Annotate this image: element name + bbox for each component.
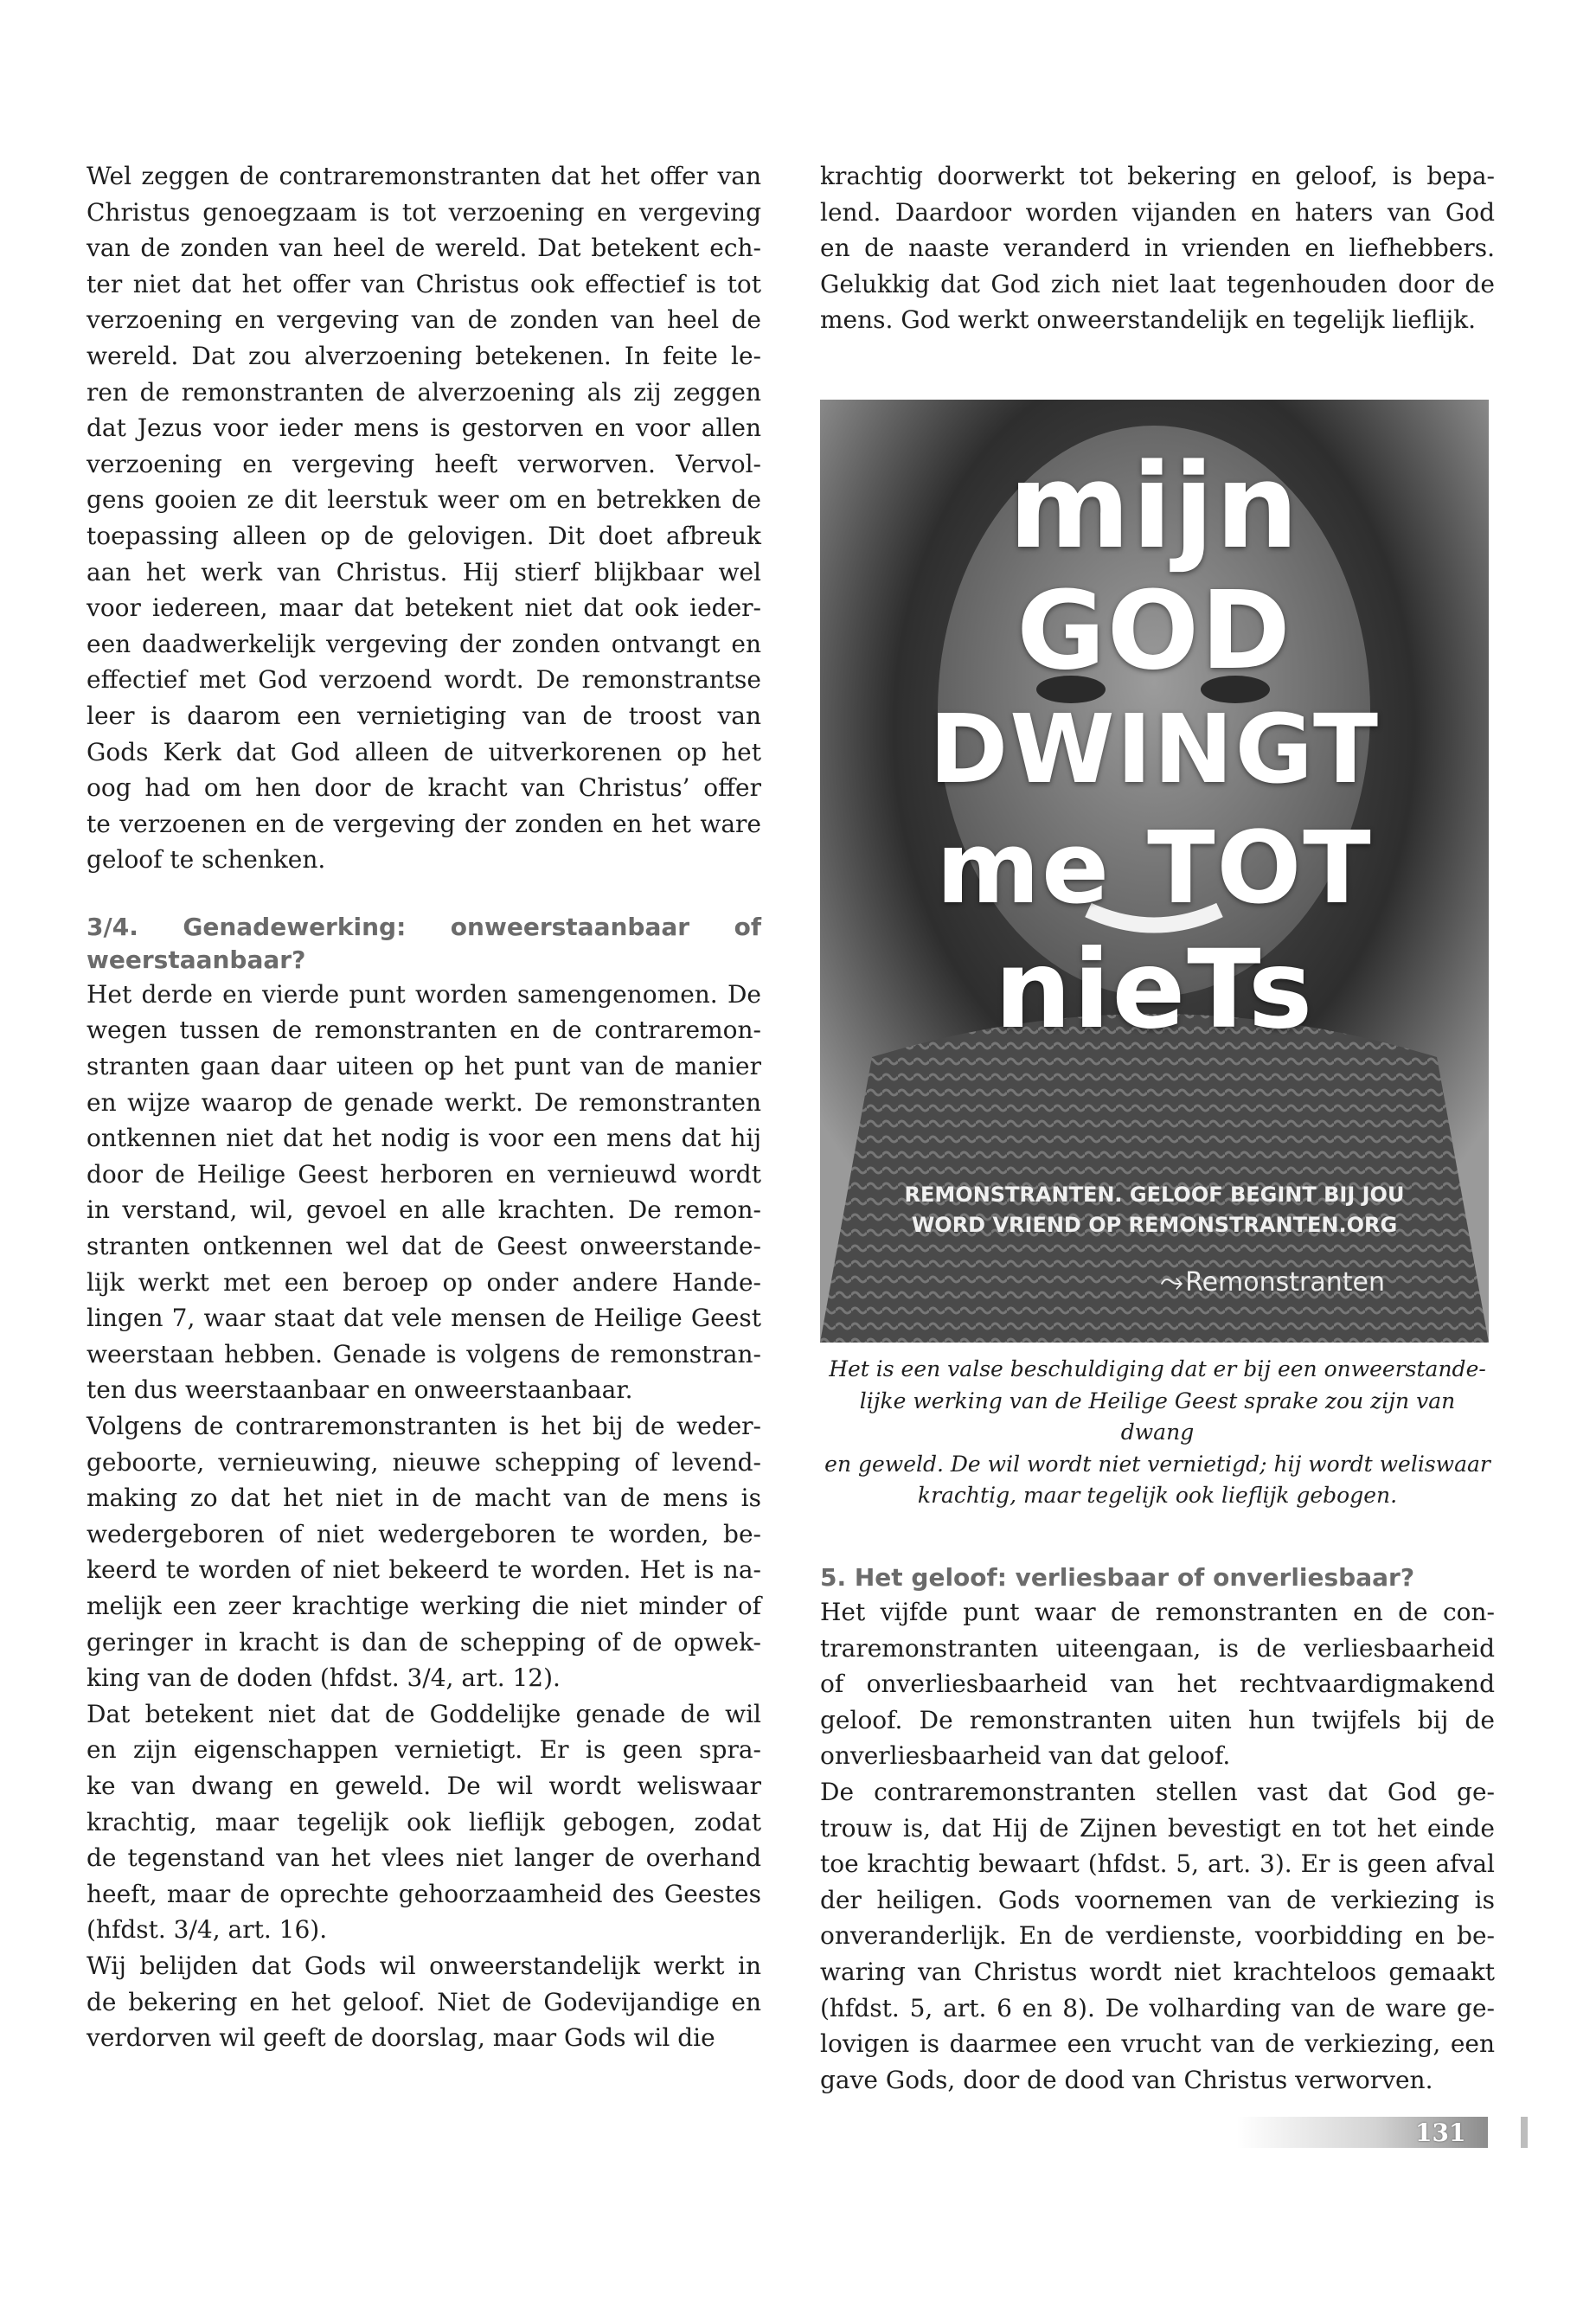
text-line: stranten gaan daar uiteen op het punt van de manier bbox=[87, 1052, 761, 1081]
poster-line-mijn: mijn bbox=[1008, 439, 1301, 574]
text-line: toepassing alleen op de gelovigen. Dit doet afbreuk bbox=[87, 521, 761, 550]
poster-line-dwingt: DWINGT bbox=[928, 694, 1381, 804]
text-line: geboorte, vernieuwing, nieuwe schepping of levend- bbox=[87, 1447, 761, 1477]
poster-tagline: REMONSTRANTEN. GELOOF BEGINT BIJ JOU bbox=[904, 1183, 1405, 1207]
poster-photo bbox=[820, 400, 1489, 1343]
paragraph-continuation bbox=[820, 158, 1495, 338]
text-line: ten dus weerstaanbaar en onweerstaanbaar. bbox=[87, 1375, 633, 1405]
text-line: en geweld. De wil wordt niet vernietigd; hij wordt weliswaar bbox=[824, 1451, 1490, 1477]
text-line: onverliesbaarheid van dat geloof. bbox=[820, 1741, 1231, 1771]
text-line: effectief met God verzoend wordt. De remonstrantse bbox=[87, 665, 761, 695]
text-line: geloof te schenken. bbox=[87, 845, 326, 875]
text-line: melijk een zeer krachtige werking die niet minder of bbox=[87, 1591, 761, 1620]
text-line: (hfdst. 3/4, art. 16). bbox=[87, 1915, 328, 1945]
text-line: toe krachtig bewaart (hfdst. 5, art. 3). Er is geen afval bbox=[820, 1849, 1495, 1879]
image-caption bbox=[820, 1354, 1495, 1512]
right-column-top bbox=[820, 158, 1495, 338]
text-line: Wel zeggen de contraremonstranten dat het offer van bbox=[87, 162, 761, 190]
text-line: krachtig, maar tegelijk ook lieflijk gebogen, zodat bbox=[87, 1807, 761, 1836]
text-line: door de Heilige Geest herboren en vernieuwd wordt bbox=[87, 1159, 761, 1189]
text-line: making zo dat het niet in de macht van de mens is bbox=[87, 1484, 761, 1513]
text-line: lend. Daardoor worden vijanden en haters van God bbox=[820, 197, 1495, 227]
text-line: weerstaanbaar? bbox=[87, 945, 306, 974]
right-column-bottom bbox=[820, 1561, 1495, 2098]
text-line: lijk werkt met een beroep op onder andere Hande- bbox=[87, 1267, 761, 1297]
text-line: oog had om hen door de kracht van Christus’ offer bbox=[87, 773, 761, 803]
text-line: trouw is, dat Hij de Zijnen bevestigt en tot het einde bbox=[820, 1813, 1495, 1843]
remonstranten-logo bbox=[1160, 1265, 1385, 1299]
text-line: der heiligen. Gods voornemen van de verkiezing is bbox=[820, 1885, 1495, 1914]
text-line: Gelukkig dat God zich niet laat tegenhouden door de bbox=[820, 269, 1495, 298]
text-line: keerd te worden of niet bekeerd te worden. Het is na- bbox=[87, 1555, 761, 1585]
page-number: 131 bbox=[1415, 2118, 1466, 2147]
text-line: onveranderlijk. En de verdienste, voorbidding en be- bbox=[820, 1921, 1495, 1951]
text-line: verzoening en vergeving heeft verworven. Vervol- bbox=[87, 449, 761, 478]
text-line: verdorven wil geeft de doorslag, maar Gods wil die bbox=[87, 2023, 715, 2053]
paragraph-intro bbox=[87, 158, 761, 878]
text-line: ontkennen niet dat het nodig is voor een mens dat hij bbox=[87, 1124, 761, 1153]
text-line: weerstaan hebben. Genade is volgens de remonstran- bbox=[87, 1339, 761, 1368]
paragraph-geloof-2 bbox=[820, 1774, 1495, 2098]
text-line: stranten ontkennen wel dat de Geest onweerstande- bbox=[87, 1232, 761, 1261]
paragraph-geloof-1 bbox=[820, 1594, 1495, 1774]
text-line: De contraremonstranten stellen vast dat God ge- bbox=[820, 1777, 1495, 1806]
poster-line-god: GOD bbox=[1016, 568, 1292, 694]
text-line: Het vijfde punt waar de remonstranten en de con- bbox=[820, 1598, 1495, 1626]
left-column bbox=[87, 158, 761, 2056]
text-line: dat Jezus voor ieder mens is gestorven en voor allen bbox=[87, 413, 761, 443]
page-number-marker bbox=[1521, 2117, 1528, 2148]
paragraph-genadewerking-1 bbox=[87, 977, 761, 1408]
text-line: traremonstranten uiteengaan, is de verliesbaarheid bbox=[820, 1633, 1495, 1663]
text-line: gens gooien ze dit leerstuk weer om en betrekken de bbox=[87, 485, 761, 515]
text-line: krachtig doorwerkt tot bekering en geloof, is bepa- bbox=[820, 162, 1495, 190]
text-line: de bekering en het geloof. Niet de Godevijandige en bbox=[87, 1987, 761, 2016]
text-line: een daadwerkelijk vergeving der zonden ontvangt en bbox=[87, 629, 761, 658]
paragraph-genadewerking-2 bbox=[87, 1408, 761, 1696]
text-line: voor iedereen, maar dat betekent niet dat ook ieder- bbox=[87, 593, 761, 623]
text-line: krachtig, maar tegelijk ook lieflijk gebogen. bbox=[917, 1483, 1398, 1508]
text-line: Volgens de contraremonstranten is het bij de weder- bbox=[87, 1412, 761, 1440]
text-line: van de zonden van heel de wereld. Dat betekent ech- bbox=[87, 234, 761, 263]
text-line: leer is daarom een vernietiging van de troost van bbox=[87, 701, 761, 730]
text-line: Het is een valse beschuldiging dat er bij een onweerstande- bbox=[829, 1356, 1486, 1381]
poster-line-niets: nieTs bbox=[994, 927, 1315, 1053]
logo-text: Remonstranten bbox=[1185, 1266, 1385, 1298]
text-line: Het derde en vierde punt worden samengenomen. De bbox=[87, 979, 761, 1009]
text-line: de tegenstand van het vlees niet langer de overhand bbox=[87, 1843, 761, 1873]
text-line: Gods Kerk dat God alleen de uitverkorenen op het bbox=[87, 737, 761, 766]
text-line: ren de remonstranten de alverzoening als zij zeggen bbox=[87, 377, 761, 407]
text-line: lovigen is daarmee een vrucht van de verkiezing, een bbox=[820, 2029, 1495, 2059]
text-line: in verstand, wil, gevoel en alle krachten. De remon- bbox=[87, 1195, 761, 1225]
text-line: en zijn eigenschappen vernietigt. Er is geen spra- bbox=[87, 1735, 761, 1765]
text-line: Wij belijden dat Gods wil onweerstandelijk werkt in bbox=[87, 1951, 761, 1980]
poster-url: WORD VRIEND OP REMONSTRANTEN.ORG bbox=[911, 1213, 1398, 1237]
text-line: en de naaste veranderd in vrienden en liefhebbers. bbox=[820, 234, 1495, 263]
text-line: heeft, maar de oprechte gehoorzaamheid des Geestes bbox=[87, 1879, 761, 1908]
text-line: wereld. Dat zou alverzoening betekenen. In feite le- bbox=[87, 341, 761, 370]
text-line: en wijze waarop de genade werkt. De remonstranten bbox=[87, 1087, 761, 1117]
text-line: (hfdst. 5, art. 6 en 8). De volharding van de ware ge- bbox=[820, 1993, 1495, 2022]
text-line: mens. God werkt onweerstandelijk en tegelijk lieflijk. bbox=[820, 305, 1477, 335]
text-line: geringer in kracht is dan de schepping of de opwek- bbox=[87, 1627, 761, 1657]
section-heading-3-4 bbox=[87, 911, 761, 977]
text-line: of onverliesbaarheid van het rechtvaardigmakend bbox=[820, 1670, 1495, 1699]
text-line: Christus genoegzaam is tot verzoening en vergeving bbox=[87, 197, 761, 227]
text-line: ter niet dat het offer van Christus ook effectief is tot bbox=[87, 269, 761, 298]
text-line: lingen 7, waar staat dat vele mensen de Heilige Geest bbox=[87, 1304, 761, 1333]
text-line: geloof. De remonstranten uiten hun twijfels bij de bbox=[820, 1705, 1495, 1734]
text-line: verzoening en vergeving van de zonden van heel de bbox=[87, 305, 761, 335]
text-line: te verzoenen en de vergeving der zonden en het ware bbox=[87, 809, 761, 838]
text-line: Dat betekent niet dat de Goddelijke genade de wil bbox=[87, 1699, 761, 1728]
text-line: waring van Christus wordt niet krachteloos gemaakt bbox=[820, 1957, 1495, 1986]
paragraph-genadewerking-3 bbox=[87, 1696, 761, 1948]
logo-swoosh-icon: ⤳ bbox=[1159, 1265, 1184, 1299]
text-line: wegen tussen de remonstranten en de contraremon- bbox=[87, 1016, 761, 1045]
text-line: king van de doden (hfdst. 3/4, art. 12). bbox=[87, 1663, 561, 1693]
poster-line-me-tot: me TOT bbox=[936, 811, 1373, 926]
text-line: wedergeboren of niet wedergeboren te worden, be- bbox=[87, 1519, 761, 1548]
text-line: aan het werk van Christus. Hij stierf blijkbaar wel bbox=[87, 557, 761, 586]
section-heading-5: 5. Het geloof: verliesbaar of onverliesbaar? bbox=[820, 1563, 1415, 1592]
text-line: gave Gods, door de dood van Christus verworven. bbox=[820, 2065, 1433, 2094]
text-line: lijke werking van de Heilige Geest sprake zou zijn van dwang bbox=[859, 1388, 1456, 1445]
paragraph-genadewerking-4 bbox=[87, 1948, 761, 2056]
text-line: ke van dwang en geweld. De wil wordt weliswaar bbox=[87, 1771, 761, 1800]
text-line: 3/4. Genadewerking: onweerstaanbaar of bbox=[87, 912, 761, 941]
